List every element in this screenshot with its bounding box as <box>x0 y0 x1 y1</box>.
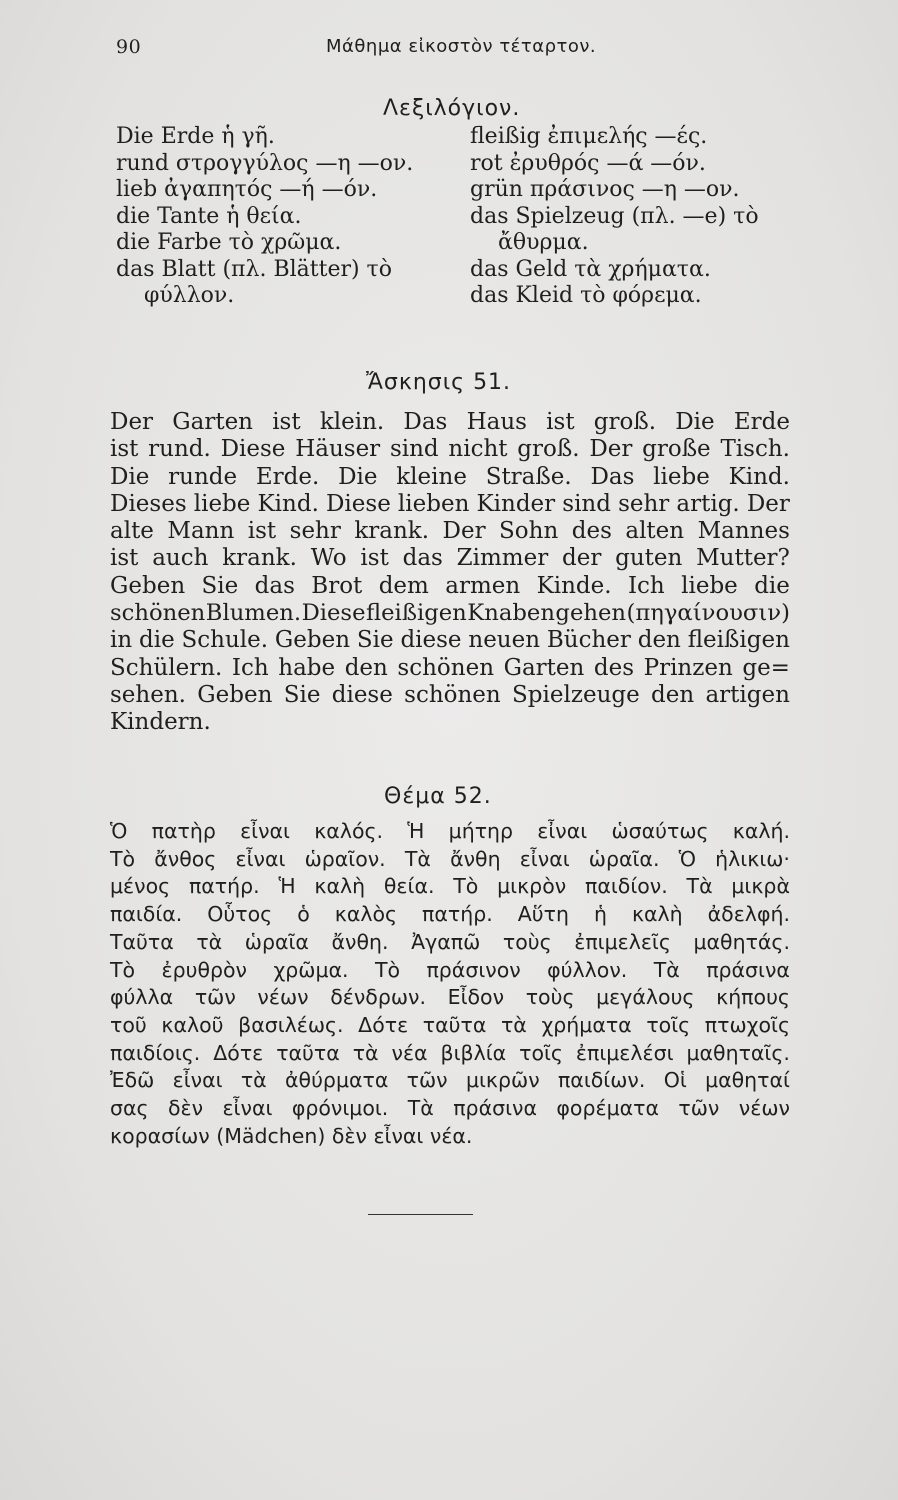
word: Ἡ <box>278 874 296 899</box>
word: die <box>754 572 790 599</box>
word: des <box>593 654 635 681</box>
word: Häuser <box>295 436 381 463</box>
word: τοὺς <box>525 985 575 1010</box>
word: des <box>571 518 612 545</box>
word: φρόνιμοι. <box>291 1096 389 1121</box>
word: große <box>642 436 711 463</box>
vocabulary-entry: rund στρογγύλος —η —ον. <box>116 150 414 176</box>
word: Τὸ <box>110 846 136 871</box>
word: Der <box>110 409 154 435</box>
word: Der <box>746 490 790 517</box>
word: sind <box>389 436 439 463</box>
word: sehr <box>618 490 670 517</box>
word: Sie <box>356 627 394 654</box>
vocabulary-entry: das Geld τὰ χρήματα. <box>470 256 711 282</box>
word: εἶναι <box>240 819 290 843</box>
word: Erde. <box>255 463 320 490</box>
word: Τὰ <box>404 846 431 871</box>
word: Diese <box>325 490 391 517</box>
vocabulary-entry: Die Erde ἡ γῆ. <box>116 124 275 149</box>
word: ge= <box>742 654 790 681</box>
word: Schülern. <box>110 654 223 681</box>
word: Τὰ <box>686 874 713 899</box>
word: groß. <box>593 409 657 435</box>
word: μικρῶν <box>465 1068 540 1093</box>
word: φύλλα <box>110 985 174 1010</box>
word: καλή. <box>732 819 790 843</box>
word: ἡλικιω· <box>715 846 790 871</box>
word: Δότε <box>358 1012 409 1037</box>
text-line <box>110 409 790 436</box>
word: ταῦτα <box>276 1040 340 1065</box>
word: Ἡ <box>407 819 425 843</box>
word: artig. <box>676 490 740 517</box>
word: Mutter? <box>696 545 790 572</box>
word: ὁ <box>297 902 310 927</box>
word: kleine <box>396 463 467 490</box>
word: τοὺς <box>502 929 552 954</box>
word: χρῶμα. <box>273 957 349 982</box>
word: θεία. <box>383 874 435 899</box>
text-line <box>110 1040 790 1068</box>
word: μαθητάς. <box>693 929 790 954</box>
word: ἐπιμελεῖς <box>574 929 671 954</box>
word: Αὕτη <box>517 902 569 927</box>
word: ὡραῖον. <box>304 846 386 871</box>
word: Wo <box>310 545 347 572</box>
word: τοῖς <box>519 1040 563 1065</box>
word: τὰ <box>196 929 223 954</box>
word: Prinzen <box>643 654 733 681</box>
text-line <box>110 491 790 518</box>
word: καλὴ <box>631 902 683 927</box>
word: Ich <box>231 654 269 681</box>
word: νέα <box>391 1040 428 1065</box>
word: Die <box>110 463 150 490</box>
text-line <box>110 1067 790 1095</box>
word: Straße. <box>485 463 572 490</box>
vocabulary-entry: ἄθυρμα. <box>498 230 589 255</box>
text-line <box>110 627 790 654</box>
word: Das <box>403 409 448 435</box>
vocabulary-entry: die Tante ἡ θεία. <box>116 203 302 229</box>
word: Ταῦτα <box>110 929 174 954</box>
text-line: Kindern. <box>110 709 211 736</box>
word: das <box>254 572 295 599</box>
word: fleißigen <box>366 600 467 627</box>
exercise-51-text <box>110 409 790 737</box>
word: Ἀγαπῶ <box>411 929 481 954</box>
word: Mann <box>167 518 235 545</box>
word: dem <box>378 572 429 599</box>
word: Sie <box>283 681 321 708</box>
word: ἐπιμελέσι <box>575 1040 674 1065</box>
text-line <box>110 600 790 627</box>
section-divider <box>368 1214 473 1215</box>
word: μαθηταί <box>705 1068 790 1093</box>
word: ist <box>546 409 575 435</box>
word: ist <box>360 545 389 572</box>
vocabulary-entry: das Kleid τὸ φόρεμα. <box>470 283 702 308</box>
word: κήπους <box>716 985 790 1010</box>
word: liebe <box>681 572 738 599</box>
text-line: κορασίων (Mädchen) δὲν εἶναι νέα. <box>110 1123 473 1148</box>
vocabulary-entry: grün πράσινος —η —ον. <box>470 177 740 202</box>
text-line <box>110 873 790 901</box>
word: Erde <box>733 409 790 435</box>
word: μήτηρ <box>448 819 514 843</box>
word: καλοῦ <box>161 1012 224 1037</box>
word: ist <box>110 545 139 572</box>
word: ist <box>272 409 301 435</box>
word: πράσινα <box>706 957 790 982</box>
word: Οἱ <box>663 1068 687 1093</box>
word: πτωχοῖς <box>704 1012 790 1037</box>
word: ἀδελφή. <box>707 902 790 927</box>
word: Tisch. <box>720 436 790 463</box>
vocabulary-entry: rot ἐρυθρός —ά —όν. <box>470 150 706 176</box>
text-line <box>110 518 790 545</box>
word: klein. <box>319 409 385 435</box>
word: ἄνθη. <box>331 929 389 954</box>
word: Blumen. <box>205 600 302 627</box>
word: φορέματα <box>556 1096 659 1121</box>
word: ἐρυθρὸν <box>161 957 248 982</box>
word: Kinder <box>476 490 556 517</box>
word: Der <box>589 436 633 463</box>
word: liebe <box>193 490 251 517</box>
word: ὡραῖα <box>244 929 309 954</box>
word: artigen <box>705 681 790 708</box>
word: παιδίων. <box>557 1068 646 1093</box>
word: τὰ <box>500 1012 527 1037</box>
word: ἄνθη <box>450 846 501 871</box>
word: krank. <box>354 518 430 545</box>
vocabulary-entry: das Spielzeug (πλ. —e) τὸ <box>470 203 759 229</box>
word: Τὸ <box>453 874 479 899</box>
word: liebe <box>653 463 710 490</box>
word: Zimmer <box>456 545 549 572</box>
word: nicht <box>448 436 508 463</box>
word: runde <box>168 463 238 490</box>
word: guten <box>615 545 683 572</box>
word: εἶναι <box>519 846 570 871</box>
word: εἶναι <box>537 819 588 843</box>
text-line <box>110 1095 790 1123</box>
word: εἶναι <box>222 1096 273 1121</box>
word: νέων <box>257 985 309 1010</box>
word: πράσινον <box>426 957 521 982</box>
word: τῶν <box>406 1068 448 1093</box>
word: πατὴρ <box>151 819 216 843</box>
word: τῶν <box>194 985 236 1010</box>
word: Τὰ <box>653 957 680 982</box>
word: den <box>344 654 388 681</box>
vocabulary-entry: lieb ἀγαπητός —ή —όν. <box>116 177 378 202</box>
word: εἶναι <box>172 1068 223 1093</box>
text-line <box>110 901 790 929</box>
word: καλὴ <box>314 874 366 899</box>
exercise-51-title: Ἄσκησις 51. <box>366 370 512 395</box>
word: Τὰ <box>407 1096 434 1121</box>
word: Brot <box>311 572 363 599</box>
word: μένος <box>110 874 171 899</box>
text-line <box>110 436 790 463</box>
text-line <box>110 682 790 709</box>
word: Οὗτος <box>207 902 273 927</box>
word: Ἐδῶ <box>110 1068 155 1093</box>
theme-52-title: Θέμα 52. <box>384 784 492 809</box>
word: sehr <box>289 518 341 545</box>
text-line <box>110 929 790 957</box>
word: (πηγαίνουσιν) <box>626 600 790 627</box>
word: Schule. <box>181 627 269 654</box>
page-header <box>116 36 716 70</box>
text-line <box>110 573 790 600</box>
word: δένδρων. <box>330 985 426 1010</box>
word: diese <box>331 681 393 708</box>
word: gehen <box>555 600 627 627</box>
word: Haus <box>466 409 527 435</box>
word: ταῦτα <box>422 1012 487 1037</box>
word: Der <box>442 518 486 545</box>
word: den <box>637 627 681 654</box>
word: Ich <box>627 572 665 599</box>
word: rund. <box>148 436 211 463</box>
word: Kinde. <box>536 572 612 599</box>
theme-52-text <box>110 818 790 1150</box>
word: Ὁ <box>110 819 128 843</box>
word: μικρὸν <box>497 874 567 899</box>
word: fleißigen <box>687 627 790 654</box>
word: Ὁ <box>678 846 697 871</box>
word: Εἶδον <box>447 985 505 1010</box>
word: schönen <box>397 654 495 681</box>
word: πατήρ. <box>188 874 260 899</box>
word: χρήματα <box>541 1012 632 1037</box>
word: groß. <box>517 436 580 463</box>
running-title: Μάθημα εἰκοστὸν τέταρτον. <box>326 36 597 57</box>
vocabulary-entry: fleißig ἐπιμελής —ές. <box>470 124 708 149</box>
word: sehen. <box>110 681 186 708</box>
text-line <box>110 984 790 1012</box>
word: Die <box>338 463 378 490</box>
word: habe <box>278 654 336 681</box>
word: das <box>402 545 443 572</box>
word: καλός. <box>314 819 384 843</box>
word: krank. <box>222 545 297 572</box>
word: Mannes <box>697 518 790 545</box>
word: Die <box>675 409 715 435</box>
word: ἡ <box>593 902 607 927</box>
word: βιβλία <box>440 1040 507 1065</box>
word: alte <box>110 518 154 545</box>
word: Geben <box>197 681 273 708</box>
word: neuen <box>468 627 541 654</box>
word: Das <box>590 463 635 490</box>
word: Geben <box>110 572 186 599</box>
word: alten <box>625 518 685 545</box>
word: ἀθύρματα <box>285 1068 389 1093</box>
vocabulary-title: Λεξιλόγιον. <box>383 96 521 121</box>
word: μικρὰ <box>731 874 790 899</box>
word: Garten <box>503 654 585 681</box>
word: παιδίον. <box>584 874 668 899</box>
word: sind <box>562 490 611 517</box>
word: die <box>139 627 175 654</box>
word: τὰ <box>240 1068 267 1093</box>
word: πατήρ. <box>422 902 493 927</box>
vocabulary-entry: φύλλον. <box>144 283 235 308</box>
word: τὰ <box>352 1040 379 1065</box>
word: der <box>561 545 602 572</box>
vocabulary-left-column <box>116 124 456 310</box>
word: Δότε <box>213 1040 264 1065</box>
text-line <box>110 655 790 682</box>
word: Kind. <box>728 463 790 490</box>
word: παιδίοις. <box>110 1040 201 1065</box>
word: schönen <box>110 600 206 627</box>
word: εἶναι <box>235 846 286 871</box>
word: Bücher <box>546 627 631 654</box>
word: Kind. <box>257 490 319 517</box>
word: δὲν <box>167 1096 204 1121</box>
word: Garten <box>172 409 253 435</box>
text-line <box>110 545 790 572</box>
word: Dieses <box>110 490 187 517</box>
word: armen <box>445 572 521 599</box>
text-line <box>110 464 790 491</box>
word: πράσινα <box>453 1096 537 1121</box>
vocabulary-entry: das Blatt (πλ. Blätter) τὸ <box>116 256 392 282</box>
word: Τὸ <box>374 957 401 982</box>
word: den <box>651 681 695 708</box>
word: Τὸ <box>110 957 136 982</box>
word: Geben <box>274 627 351 654</box>
word: τοῖς <box>646 1012 691 1037</box>
word: Diese <box>220 436 286 463</box>
word: τοῦ <box>110 1012 147 1037</box>
word: βασιλέως. <box>238 1012 344 1037</box>
word: Diese <box>301 600 366 627</box>
word: in <box>110 627 133 654</box>
word: Knaben <box>467 600 555 627</box>
word: καλὸς <box>334 902 398 927</box>
word: auch <box>152 545 209 572</box>
vocabulary-right-column <box>470 124 800 310</box>
word: ὡσαύτως <box>611 819 709 843</box>
word: Sohn <box>499 518 559 545</box>
word: lieben <box>397 490 470 517</box>
text-line <box>110 957 790 985</box>
word: τῶν <box>678 1096 720 1121</box>
word: diese <box>400 627 462 654</box>
word: παιδία. <box>110 902 183 927</box>
word: σας <box>110 1096 149 1121</box>
word: ἄνθος <box>154 846 217 871</box>
vocabulary-entry: die Farbe τὸ χρῶμα. <box>116 230 342 255</box>
word: Sie <box>201 572 239 599</box>
word: Spielzeuge <box>512 681 640 708</box>
page-number: 90 <box>116 36 142 58</box>
word: φύλλον. <box>547 957 628 982</box>
word: μαθηταῖς. <box>686 1040 790 1065</box>
word: ist <box>247 518 277 545</box>
text-line <box>110 1012 790 1040</box>
text-line <box>110 846 790 874</box>
word: ὡραῖα. <box>588 846 660 871</box>
word: νέων <box>738 1096 790 1121</box>
word: μεγάλους <box>596 985 695 1010</box>
word: schönen <box>404 681 501 708</box>
text-line <box>110 818 790 846</box>
word: ist <box>110 436 139 463</box>
